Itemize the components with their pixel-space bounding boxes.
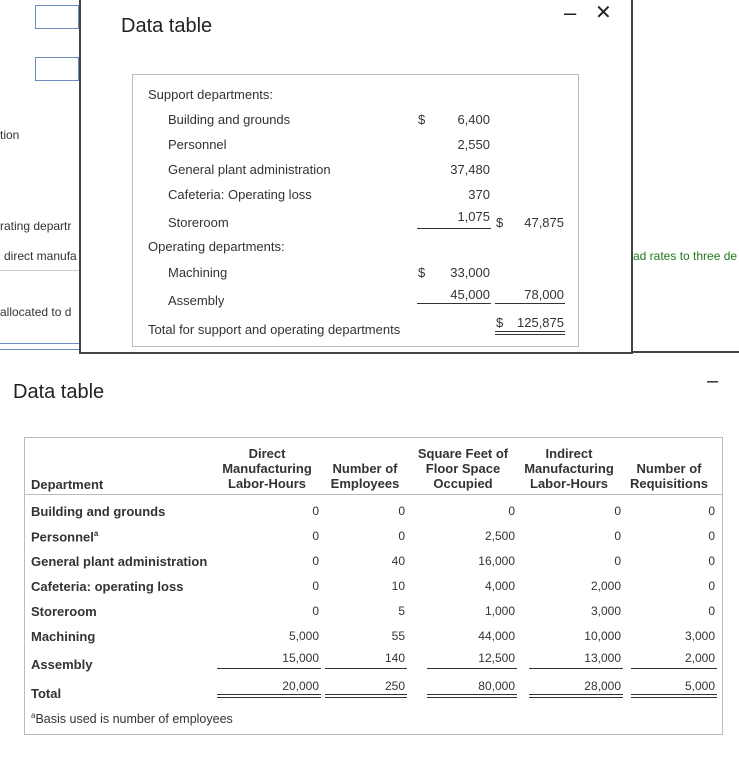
bg-text-fragment: rating departr xyxy=(0,219,72,233)
footnote-marker: a xyxy=(93,529,99,538)
bg-text-fragment: direct manufa xyxy=(4,249,77,263)
cell-value: 0 xyxy=(312,529,319,543)
cell-value: 0 xyxy=(312,554,319,568)
cell-value: 0 xyxy=(614,529,621,543)
row-label-text: Building and grounds xyxy=(31,504,166,519)
subtotal-rule xyxy=(427,668,517,669)
bg-link-fragment: ad rates to three de xyxy=(633,249,738,263)
cell-value: 0 xyxy=(708,579,715,593)
total-label: Total xyxy=(31,686,62,701)
grand-total: 125,875 xyxy=(517,315,564,330)
cell-value: 3,000 xyxy=(590,604,621,618)
dollar-sign: $ xyxy=(496,315,504,330)
double-underline xyxy=(631,694,717,695)
total-value: 28,000 xyxy=(584,679,621,693)
col-header-employees: Number of Employees xyxy=(330,461,400,491)
cell-value: 0 xyxy=(508,504,515,518)
row-label xyxy=(31,554,207,569)
underline xyxy=(417,303,491,304)
cell-value: 10 xyxy=(391,579,405,593)
double-underline xyxy=(427,694,517,695)
double-underline xyxy=(495,334,565,335)
col-header-dmlh: Direct Manufacturing Labor-Hours xyxy=(222,446,312,491)
underline xyxy=(417,228,491,229)
cell-value: 0 xyxy=(312,504,319,518)
dollar-sign: $ xyxy=(496,215,504,230)
cell-value: 16,000 xyxy=(478,554,515,568)
double-underline xyxy=(325,697,407,698)
dollar-sign: $ xyxy=(418,112,426,127)
dollar-sign: $ xyxy=(418,265,426,280)
total-value: 20,000 xyxy=(282,679,319,693)
total-value: 80,000 xyxy=(478,679,515,693)
cell-value: 0 xyxy=(708,529,715,543)
cell-value: 2,000 xyxy=(590,579,621,593)
cell-value: 0 xyxy=(614,504,621,518)
row-label xyxy=(31,504,165,519)
cell-value: 55 xyxy=(391,629,405,643)
double-underline xyxy=(495,331,565,332)
cell-value: 0 xyxy=(312,579,319,593)
row-label: Machining xyxy=(168,265,228,280)
row-label xyxy=(31,529,98,544)
row-label-text: Personnel xyxy=(31,529,94,545)
row-label: Storeroom xyxy=(168,215,229,230)
cell-value: 2,500 xyxy=(484,529,515,543)
bg-input-box-2[interactable] xyxy=(35,57,79,81)
subtotal-rule xyxy=(529,668,623,669)
double-underline xyxy=(217,694,321,695)
total-value: 5,000 xyxy=(684,679,715,693)
amount: 37,480 xyxy=(450,162,490,177)
subtotal-rule xyxy=(631,668,717,669)
modal-title-bottom: Data table xyxy=(13,381,105,403)
cell-value: 44,000 xyxy=(478,629,515,643)
header-rule xyxy=(25,494,722,495)
col-header-imlh: Indirect Manufacturing Labor-Hours xyxy=(524,446,614,491)
subtotal-rule xyxy=(217,668,321,669)
minimize-icon[interactable]: – xyxy=(564,0,577,25)
row-label: General plant administration xyxy=(168,162,331,177)
row-label xyxy=(31,629,95,644)
row-label: Building and grounds xyxy=(168,112,291,127)
col-header-requisitions: Number of Requisitions xyxy=(629,461,708,491)
cell-value: 40 xyxy=(391,554,405,568)
close-icon[interactable]: ✕ xyxy=(595,2,612,24)
double-underline xyxy=(427,697,517,698)
cell-value: 0 xyxy=(312,604,319,618)
cell-value: 0 xyxy=(708,554,715,568)
amount: 1,075 xyxy=(457,209,490,224)
double-underline xyxy=(217,697,321,698)
cell-value: 13,000 xyxy=(584,651,621,665)
cell-value: 0 xyxy=(708,504,715,518)
double-underline xyxy=(529,694,623,695)
row-label-text: Assembly xyxy=(31,657,93,672)
data-table-modal-top xyxy=(79,0,633,354)
double-underline xyxy=(631,697,717,698)
cell-value: 5 xyxy=(398,604,405,618)
row-label xyxy=(31,657,92,672)
double-underline xyxy=(529,697,623,698)
cell-value: 10,000 xyxy=(584,629,621,643)
amount: 370 xyxy=(468,187,490,202)
amount: 6,400 xyxy=(457,112,490,127)
total-value: 250 xyxy=(384,679,405,693)
cost-driver-table xyxy=(24,437,723,735)
footnote-mark: a xyxy=(31,711,36,720)
amount: 33,000 xyxy=(450,265,490,280)
bg-divider-line xyxy=(0,343,79,344)
row-label-text: Cafeteria: operating loss xyxy=(31,579,184,594)
bg-divider-line xyxy=(0,349,79,350)
subtotal-rule xyxy=(325,668,407,669)
cell-value: 3,000 xyxy=(684,629,715,643)
row-label-text: General plant administration xyxy=(31,554,208,569)
support-header: Support departments: xyxy=(148,87,274,102)
grand-total-label: Total for support and operating departments xyxy=(148,322,401,337)
amount: 2,550 xyxy=(457,137,490,152)
cell-value: 140 xyxy=(384,651,405,665)
row-label-text: Storeroom xyxy=(31,604,97,619)
bg-input-box-1[interactable] xyxy=(35,5,79,29)
bg-text-fragment: tion xyxy=(0,128,20,142)
row-label xyxy=(31,579,183,594)
cost-summary-table xyxy=(132,74,579,347)
modal-title: Data table xyxy=(121,15,213,37)
row-label: Personnel xyxy=(168,137,227,152)
cell-value: 2,000 xyxy=(684,651,715,665)
row-label xyxy=(31,604,97,619)
footnote xyxy=(31,711,233,726)
cell-value: 4,000 xyxy=(484,579,515,593)
support-total: 47,875 xyxy=(524,215,564,230)
cell-value: 0 xyxy=(398,504,405,518)
underline xyxy=(495,303,565,304)
col-header-sqft: Square Feet of Floor Space Occupied xyxy=(417,446,509,491)
operating-header: Operating departments: xyxy=(148,239,285,254)
cell-value: 0 xyxy=(708,604,715,618)
bg-bottom-border xyxy=(629,351,739,353)
row-label: Cafeteria: Operating loss xyxy=(168,187,312,202)
cell-value: 12,500 xyxy=(478,651,515,665)
bg-minimize-icon[interactable]: – xyxy=(707,370,719,392)
cell-value: 1,000 xyxy=(484,604,515,618)
col-header-department: Department xyxy=(31,477,104,492)
cell-value: 5,000 xyxy=(288,629,319,643)
double-underline xyxy=(325,694,407,695)
footnote-text: Basis used is number of employees xyxy=(35,712,233,727)
bg-separator xyxy=(0,270,79,271)
row-label-text: Machining xyxy=(31,629,96,644)
row-label: Assembly xyxy=(168,293,225,308)
cell-value: 15,000 xyxy=(282,651,319,665)
cell-value: 0 xyxy=(398,529,405,543)
operating-total: 78,000 xyxy=(524,287,564,302)
bg-text-fragment: allocated to d xyxy=(0,305,72,319)
cell-value: 0 xyxy=(614,554,621,568)
amount: 45,000 xyxy=(450,287,490,302)
